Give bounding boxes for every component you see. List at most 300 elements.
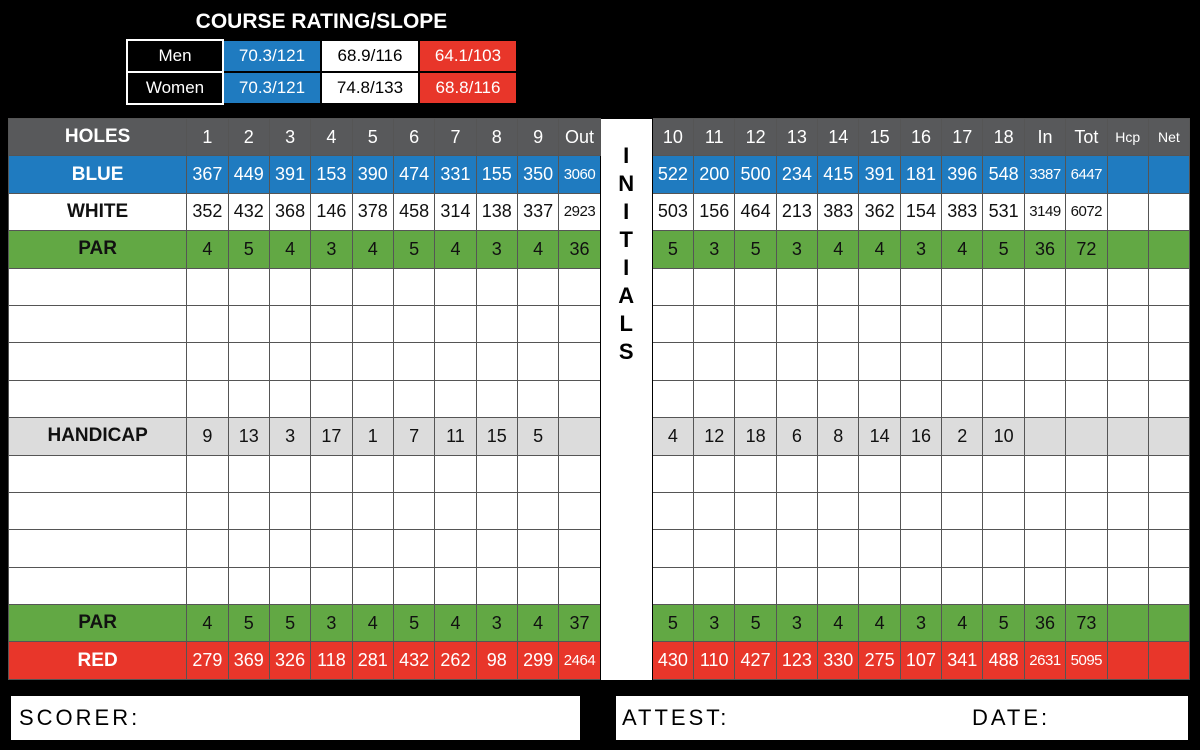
score-cell[interactable] <box>435 530 476 567</box>
score-cell[interactable] <box>859 343 900 380</box>
score-cell[interactable] <box>476 343 517 380</box>
value-cell: 341 <box>942 642 983 680</box>
score-cell[interactable] <box>269 567 310 604</box>
value-cell <box>1148 605 1189 642</box>
player-name-cell[interactable] <box>9 492 187 529</box>
score-cell[interactable] <box>942 492 983 529</box>
score-cell[interactable] <box>1148 567 1189 604</box>
value-cell: 4 <box>269 231 310 268</box>
score-cell[interactable] <box>559 530 600 567</box>
score-cell[interactable] <box>187 343 228 380</box>
score-cell[interactable] <box>517 530 558 567</box>
value-cell: 362 <box>859 193 900 230</box>
score-cell[interactable] <box>900 567 941 604</box>
scorer-field[interactable] <box>11 696 580 740</box>
score-cell[interactable] <box>983 530 1024 567</box>
row-label: WHITE <box>9 193 187 230</box>
value-cell: 4 <box>517 231 558 268</box>
score-cell[interactable] <box>228 305 269 342</box>
hole-number-cell: 10 <box>652 119 693 156</box>
score-cell[interactable] <box>435 455 476 492</box>
score-cell[interactable] <box>517 343 558 380</box>
score-cell[interactable] <box>1024 530 1065 567</box>
course-rating-table <box>126 39 518 105</box>
score-cell[interactable] <box>652 343 693 380</box>
score-cell[interactable] <box>187 530 228 567</box>
value-cell: 10 <box>983 418 1024 455</box>
value-cell: 458 <box>393 193 434 230</box>
value-cell <box>1148 642 1189 680</box>
score-entry-row <box>9 380 1190 417</box>
player-name-cell[interactable] <box>9 380 187 417</box>
score-cell[interactable] <box>900 530 941 567</box>
score-cell[interactable] <box>818 380 859 417</box>
score-cell[interactable] <box>942 343 983 380</box>
value-cell: 6072 <box>1066 193 1107 230</box>
score-cell[interactable] <box>559 343 600 380</box>
score-cell[interactable] <box>311 380 352 417</box>
hole-number-cell: 7 <box>435 119 476 156</box>
value-cell: 4 <box>942 605 983 642</box>
score-cell[interactable] <box>435 567 476 604</box>
score-cell[interactable] <box>1066 492 1107 529</box>
score-cell[interactable] <box>559 305 600 342</box>
value-cell: 2464 <box>559 642 600 680</box>
score-cell[interactable] <box>983 455 1024 492</box>
score-cell[interactable] <box>652 380 693 417</box>
score-cell[interactable] <box>1066 343 1107 380</box>
score-cell[interactable] <box>476 530 517 567</box>
score-cell[interactable] <box>393 343 434 380</box>
score-cell[interactable] <box>1024 268 1065 305</box>
initials-label <box>601 119 652 363</box>
score-cell[interactable] <box>1107 455 1148 492</box>
score-cell[interactable] <box>517 268 558 305</box>
score-cell[interactable] <box>776 530 817 567</box>
value-cell: 4 <box>187 605 228 642</box>
hole-number-cell: 2 <box>228 119 269 156</box>
value-cell: 15 <box>476 418 517 455</box>
value-cell: 2 <box>942 418 983 455</box>
score-cell[interactable] <box>311 492 352 529</box>
score-cell[interactable] <box>1066 305 1107 342</box>
value-cell: 118 <box>311 642 352 680</box>
score-cell[interactable] <box>900 305 941 342</box>
scorecard-table <box>8 118 1190 680</box>
score-cell[interactable] <box>1024 567 1065 604</box>
score-cell[interactable] <box>859 380 900 417</box>
value-cell: 14 <box>859 418 900 455</box>
value-cell: 4 <box>352 605 393 642</box>
score-cell[interactable] <box>694 380 735 417</box>
score-cell[interactable] <box>818 455 859 492</box>
score-cell[interactable] <box>818 530 859 567</box>
score-cell[interactable] <box>269 305 310 342</box>
player-name-cell[interactable] <box>9 567 187 604</box>
value-cell: 474 <box>393 156 434 193</box>
score-cell[interactable] <box>352 380 393 417</box>
score-cell[interactable] <box>776 492 817 529</box>
score-cell[interactable] <box>393 305 434 342</box>
score-cell[interactable] <box>694 343 735 380</box>
score-cell[interactable] <box>859 567 900 604</box>
score-cell[interactable] <box>559 567 600 604</box>
score-cell[interactable] <box>942 268 983 305</box>
score-cell[interactable] <box>187 305 228 342</box>
score-cell[interactable] <box>228 455 269 492</box>
initials-letter: S <box>618 338 634 364</box>
score-cell[interactable] <box>435 380 476 417</box>
hole-number-cell: 5 <box>352 119 393 156</box>
score-cell[interactable] <box>652 492 693 529</box>
score-cell[interactable] <box>776 305 817 342</box>
score-cell[interactable] <box>311 530 352 567</box>
score-cell[interactable] <box>900 455 941 492</box>
score-cell[interactable] <box>942 530 983 567</box>
score-cell[interactable] <box>352 567 393 604</box>
score-cell[interactable] <box>393 380 434 417</box>
value-cell <box>559 418 600 455</box>
player-name-cell[interactable] <box>9 305 187 342</box>
row-label: BLUE <box>9 156 187 193</box>
value-cell: 500 <box>735 156 776 193</box>
score-cell[interactable] <box>269 343 310 380</box>
score-cell[interactable] <box>694 492 735 529</box>
score-cell[interactable] <box>269 268 310 305</box>
score-cell[interactable] <box>694 530 735 567</box>
score-cell[interactable] <box>476 567 517 604</box>
value-cell: 5095 <box>1066 642 1107 680</box>
value-cell: 4 <box>859 231 900 268</box>
hole-number-cell: 18 <box>983 119 1024 156</box>
value-cell <box>1148 193 1189 230</box>
score-cell[interactable] <box>735 305 776 342</box>
score-cell[interactable] <box>352 455 393 492</box>
white-tee-row <box>9 193 1190 230</box>
score-cell[interactable] <box>818 567 859 604</box>
score-cell[interactable] <box>476 305 517 342</box>
score-cell[interactable] <box>900 343 941 380</box>
score-cell[interactable] <box>983 567 1024 604</box>
row-label: HOLES <box>9 119 187 156</box>
value-cell <box>1066 418 1107 455</box>
blue-tee-row <box>9 156 1190 193</box>
score-cell[interactable] <box>1148 380 1189 417</box>
score-cell[interactable] <box>1024 492 1065 529</box>
score-cell[interactable] <box>187 455 228 492</box>
value-cell: 262 <box>435 642 476 680</box>
score-cell[interactable] <box>694 305 735 342</box>
value-cell: 36 <box>1024 605 1065 642</box>
score-cell[interactable] <box>859 492 900 529</box>
score-cell[interactable] <box>476 380 517 417</box>
par-women-row <box>9 605 1190 642</box>
score-cell[interactable] <box>735 492 776 529</box>
value-cell: 391 <box>859 156 900 193</box>
rating-men-white: 68.9/116 <box>321 40 419 72</box>
value-cell <box>1148 231 1189 268</box>
score-entry-row <box>9 530 1190 567</box>
score-cell[interactable] <box>476 268 517 305</box>
score-cell[interactable] <box>269 530 310 567</box>
value-cell <box>1107 156 1148 193</box>
score-cell[interactable] <box>269 380 310 417</box>
value-cell: 391 <box>269 156 310 193</box>
hole-number-cell: 15 <box>859 119 900 156</box>
score-cell[interactable] <box>393 455 434 492</box>
initials-letter: T <box>619 226 633 252</box>
score-cell[interactable] <box>983 492 1024 529</box>
value-cell: 5 <box>652 605 693 642</box>
score-cell[interactable] <box>776 343 817 380</box>
score-cell[interactable] <box>652 268 693 305</box>
score-cell[interactable] <box>1024 305 1065 342</box>
value-cell: 488 <box>983 642 1024 680</box>
score-cell[interactable] <box>517 492 558 529</box>
value-cell: 326 <box>269 642 310 680</box>
attest-field[interactable] <box>616 696 1188 740</box>
value-cell: 4 <box>435 605 476 642</box>
score-cell[interactable] <box>435 343 476 380</box>
score-cell[interactable] <box>1107 343 1148 380</box>
value-cell: 3 <box>311 605 352 642</box>
score-cell[interactable] <box>818 268 859 305</box>
score-cell[interactable] <box>435 305 476 342</box>
value-cell: 4 <box>352 231 393 268</box>
player-name-cell[interactable] <box>9 530 187 567</box>
value-cell: 3 <box>694 605 735 642</box>
value-cell: 4 <box>942 231 983 268</box>
score-cell[interactable] <box>900 268 941 305</box>
score-cell[interactable] <box>859 530 900 567</box>
score-cell[interactable] <box>1066 530 1107 567</box>
score-cell[interactable] <box>942 305 983 342</box>
score-cell[interactable] <box>818 305 859 342</box>
value-cell: 9 <box>187 418 228 455</box>
score-cell[interactable] <box>559 268 600 305</box>
score-cell[interactable] <box>517 455 558 492</box>
score-cell[interactable] <box>517 567 558 604</box>
score-cell[interactable] <box>735 455 776 492</box>
score-cell[interactable] <box>352 305 393 342</box>
attest-label: ATTEST: <box>622 705 730 730</box>
score-cell[interactable] <box>352 530 393 567</box>
score-cell[interactable] <box>311 455 352 492</box>
value-cell: 275 <box>859 642 900 680</box>
value-cell: 16 <box>900 418 941 455</box>
score-cell[interactable] <box>476 455 517 492</box>
score-cell[interactable] <box>1148 268 1189 305</box>
value-cell: 5 <box>228 605 269 642</box>
score-cell[interactable] <box>776 268 817 305</box>
score-cell[interactable] <box>228 380 269 417</box>
hole-number-cell: Out <box>559 119 600 156</box>
value-cell: 72 <box>1066 231 1107 268</box>
score-cell[interactable] <box>435 492 476 529</box>
initials-letter: I <box>623 198 630 224</box>
score-cell[interactable] <box>1148 492 1189 529</box>
score-cell[interactable] <box>1066 567 1107 604</box>
score-cell[interactable] <box>694 268 735 305</box>
score-cell[interactable] <box>735 380 776 417</box>
score-cell[interactable] <box>1066 380 1107 417</box>
score-cell[interactable] <box>393 530 434 567</box>
score-cell[interactable] <box>352 343 393 380</box>
value-cell: 352 <box>187 193 228 230</box>
value-cell: 3 <box>900 605 941 642</box>
value-cell: 2923 <box>559 193 600 230</box>
score-cell[interactable] <box>776 567 817 604</box>
score-cell[interactable] <box>517 380 558 417</box>
score-cell[interactable] <box>900 380 941 417</box>
score-cell[interactable] <box>393 268 434 305</box>
score-cell[interactable] <box>942 455 983 492</box>
value-cell: 350 <box>517 156 558 193</box>
score-cell[interactable] <box>652 305 693 342</box>
score-cell[interactable] <box>1024 343 1065 380</box>
score-cell[interactable] <box>735 530 776 567</box>
score-cell[interactable] <box>269 455 310 492</box>
score-cell[interactable] <box>228 268 269 305</box>
value-cell: 36 <box>1024 231 1065 268</box>
score-cell[interactable] <box>1148 455 1189 492</box>
rating-label-men: Men <box>127 40 223 72</box>
hole-number-cell: 13 <box>776 119 817 156</box>
rating-women-white: 74.8/133 <box>321 72 419 104</box>
score-cell[interactable] <box>1148 530 1189 567</box>
score-cell[interactable] <box>652 530 693 567</box>
score-cell[interactable] <box>818 343 859 380</box>
score-cell[interactable] <box>1148 305 1189 342</box>
score-cell[interactable] <box>311 343 352 380</box>
score-cell[interactable] <box>311 268 352 305</box>
score-cell[interactable] <box>228 567 269 604</box>
score-cell[interactable] <box>393 492 434 529</box>
value-cell: 3 <box>476 231 517 268</box>
score-cell[interactable] <box>1066 268 1107 305</box>
score-cell[interactable] <box>1107 380 1148 417</box>
value-cell <box>1107 642 1148 680</box>
score-cell[interactable] <box>187 268 228 305</box>
score-cell[interactable] <box>228 492 269 529</box>
score-entry-row <box>9 492 1190 529</box>
score-cell[interactable] <box>859 305 900 342</box>
value-cell: 314 <box>435 193 476 230</box>
score-cell[interactable] <box>228 343 269 380</box>
score-cell[interactable] <box>311 567 352 604</box>
score-cell[interactable] <box>983 268 1024 305</box>
value-cell: 430 <box>652 642 693 680</box>
score-cell[interactable] <box>393 567 434 604</box>
hole-number-cell: 14 <box>818 119 859 156</box>
score-cell[interactable] <box>942 380 983 417</box>
score-cell[interactable] <box>1024 380 1065 417</box>
value-cell: 5 <box>983 231 1024 268</box>
score-cell[interactable] <box>1148 343 1189 380</box>
score-cell[interactable] <box>352 492 393 529</box>
value-cell <box>1148 418 1189 455</box>
value-cell <box>1107 231 1148 268</box>
score-cell[interactable] <box>1107 305 1148 342</box>
course-rating-title: COURSE RATING/SLOPE <box>195 10 448 33</box>
score-entry-row <box>9 567 1190 604</box>
score-cell[interactable] <box>983 305 1024 342</box>
score-cell[interactable] <box>311 305 352 342</box>
value-cell <box>1024 418 1065 455</box>
score-cell[interactable] <box>652 455 693 492</box>
initials-letter: I <box>623 254 630 280</box>
value-cell: 4 <box>435 231 476 268</box>
score-cell[interactable] <box>776 455 817 492</box>
score-cell[interactable] <box>859 268 900 305</box>
score-cell[interactable] <box>983 380 1024 417</box>
score-cell[interactable] <box>1024 455 1065 492</box>
score-cell[interactable] <box>1107 567 1148 604</box>
score-cell[interactable] <box>735 268 776 305</box>
value-cell: 8 <box>818 418 859 455</box>
value-cell: 154 <box>900 193 941 230</box>
value-cell: 5 <box>393 605 434 642</box>
player-name-cell[interactable] <box>9 268 187 305</box>
player-name-cell[interactable] <box>9 455 187 492</box>
value-cell: 138 <box>476 193 517 230</box>
score-cell[interactable] <box>900 492 941 529</box>
score-cell[interactable] <box>187 567 228 604</box>
score-cell[interactable] <box>352 268 393 305</box>
score-cell[interactable] <box>517 305 558 342</box>
score-cell[interactable] <box>1066 455 1107 492</box>
score-cell[interactable] <box>1107 530 1148 567</box>
initials-letter: N <box>618 170 635 196</box>
score-cell[interactable] <box>818 492 859 529</box>
score-cell[interactable] <box>694 567 735 604</box>
value-cell: 432 <box>393 642 434 680</box>
handicap-row <box>9 418 1190 455</box>
value-cell: 337 <box>517 193 558 230</box>
value-cell: 107 <box>900 642 941 680</box>
score-cell[interactable] <box>559 492 600 529</box>
score-cell[interactable] <box>859 455 900 492</box>
score-cell[interactable] <box>735 567 776 604</box>
value-cell: 3060 <box>559 156 600 193</box>
score-cell[interactable] <box>559 455 600 492</box>
value-cell: 368 <box>269 193 310 230</box>
score-cell[interactable] <box>735 343 776 380</box>
score-cell[interactable] <box>983 343 1024 380</box>
score-cell[interactable] <box>435 268 476 305</box>
score-cell[interactable] <box>694 455 735 492</box>
score-cell[interactable] <box>652 567 693 604</box>
score-cell[interactable] <box>187 492 228 529</box>
hole-number-cell: 6 <box>393 119 434 156</box>
hole-number-cell: Hcp <box>1107 119 1148 156</box>
score-cell[interactable] <box>1107 492 1148 529</box>
score-cell[interactable] <box>187 380 228 417</box>
score-cell[interactable] <box>1107 268 1148 305</box>
player-name-cell[interactable] <box>9 343 187 380</box>
hole-number-cell: 4 <box>311 119 352 156</box>
score-cell[interactable] <box>228 530 269 567</box>
score-cell[interactable] <box>776 380 817 417</box>
value-cell: 427 <box>735 642 776 680</box>
score-cell[interactable] <box>942 567 983 604</box>
hole-number-cell: 3 <box>269 119 310 156</box>
value-cell: 279 <box>187 642 228 680</box>
score-cell[interactable] <box>559 380 600 417</box>
score-cell[interactable] <box>269 492 310 529</box>
hole-number-cell: 9 <box>517 119 558 156</box>
score-cell[interactable] <box>476 492 517 529</box>
